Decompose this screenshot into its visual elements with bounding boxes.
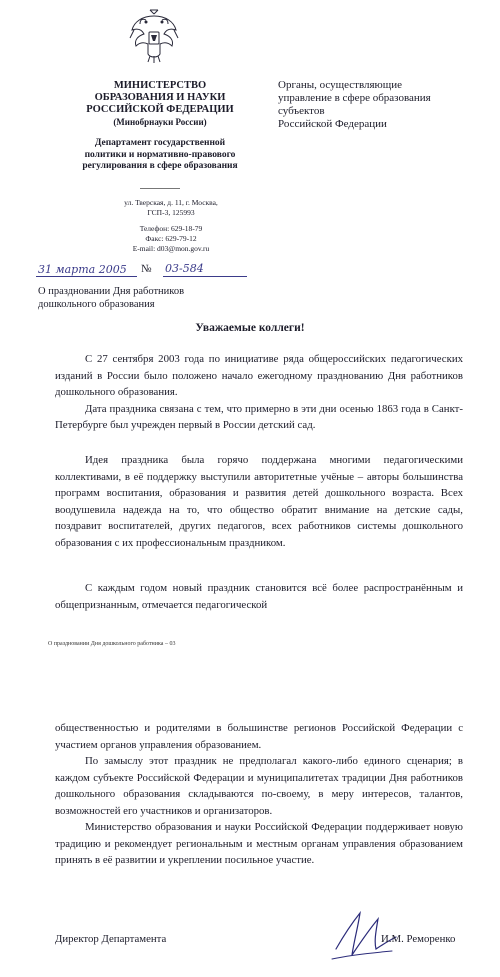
paragraph: Дата праздника связана с тем, что примерно в эти дни осенью 1863 года в Санкт-Петербурге был учрежден первый в России детский сад.	[55, 402, 463, 431]
subject-line: О праздновании Дня работников	[38, 286, 185, 297]
subject-line: дошкольного образования	[38, 299, 155, 310]
street-address: ул. Тверская, д. 11, г. Москва,	[124, 198, 218, 207]
ministry-line: РОССИЙСКОЙ ФЕДЕРАЦИИ	[86, 104, 234, 115]
fax-number: Факс: 629-79-12	[145, 234, 197, 243]
signatory-name: И.М. Реморенко	[381, 933, 456, 945]
recipient-line: Органы, осуществляющие	[278, 79, 402, 91]
department-line: политики и нормативно-правового	[84, 149, 236, 160]
ministry-line: ОБРАЗОВАНИЯ И НАУКИ	[94, 92, 226, 103]
handwritten-date: 31 марта 2005	[38, 263, 127, 276]
contact-block	[96, 198, 246, 254]
letter-body-page1-cont	[55, 452, 463, 551]
letterhead-divider	[140, 188, 180, 189]
email-address: E-mail: d03@mon.gov.ru	[132, 244, 210, 253]
paragraph: С каждым годом новый праздник становится всё более распространённым и общепризнанным, отмечается педагогической	[55, 582, 463, 611]
letter-body-page1	[55, 351, 463, 434]
date-underline	[36, 276, 137, 277]
letter-subject	[38, 285, 268, 311]
number-label: №	[141, 263, 152, 275]
russian-coat-of-arms-icon	[128, 8, 180, 64]
handwritten-reg-number: 03-584	[165, 262, 204, 275]
letter-body-page2	[55, 720, 463, 869]
phone-number: Телефон: 629-18-79	[139, 224, 203, 233]
department-line: регулирования в сфере образования	[82, 161, 238, 171]
paragraph: По замыслу этот праздник не предполагал какого-либо единого сценария; в каждом субъекте Российской Федерации и муниципалитетах традиции Дня работников дошкольного образования складываются по-своему, в меру интересов, талантов, возможностей его участников и организаторов.	[55, 755, 463, 817]
page-footer: О праздновании Дня дошкольного работника – 03	[48, 641, 176, 647]
greeting: Уважаемые коллеги!	[195, 322, 305, 334]
recipient-line: субъектов	[278, 105, 325, 117]
ministry-line: МИНИСТЕРСТВО	[113, 80, 207, 91]
department-name	[70, 138, 250, 173]
signatory-title: Директор Департамента	[55, 933, 167, 945]
recipient-block	[278, 79, 488, 131]
letter-body-page1-end	[55, 580, 463, 613]
ministry-name	[72, 80, 248, 128]
paragraph: Идея праздника была горячо поддержана многими педагогическими коллективами, в её поддержку выступили авторитетные учёные – авторы большинства программ воспитания, образования и развития детей дошкольного возраста. Всех воодушевила надежда на то, что общество обратит внимание на детские сады, поздравит воспитателей, других педагогов, всех работников системы дошкольного образования с их профессиональным праздником.	[55, 454, 463, 549]
number-underline	[163, 276, 247, 277]
department-line: Департамент государственной	[94, 138, 226, 148]
paragraph: С 27 сентября 2003 года по инициативе ряда общероссийских педагогических изданий в России было положено начало ежегодному празднованию Дня работников дошкольного образования.	[55, 353, 463, 398]
paragraph: общественностью и родителями в большинстве регионов Российской Федерации с участием органов управления образованием.	[55, 722, 463, 751]
postal-code: ГСП-3, 125993	[147, 208, 195, 217]
paragraph: Министерство образования и науки Российской Федерации поддерживает новую традицию и рекомендует региональным и местным органам управления образованием принять в её развитии и укреплении посильное участие.	[55, 821, 463, 866]
recipient-line: Российской Федерации	[278, 118, 387, 130]
recipient-line: управление в сфере образования	[278, 92, 431, 104]
ministry-short-name: (Минобрнауки России)	[113, 117, 207, 127]
